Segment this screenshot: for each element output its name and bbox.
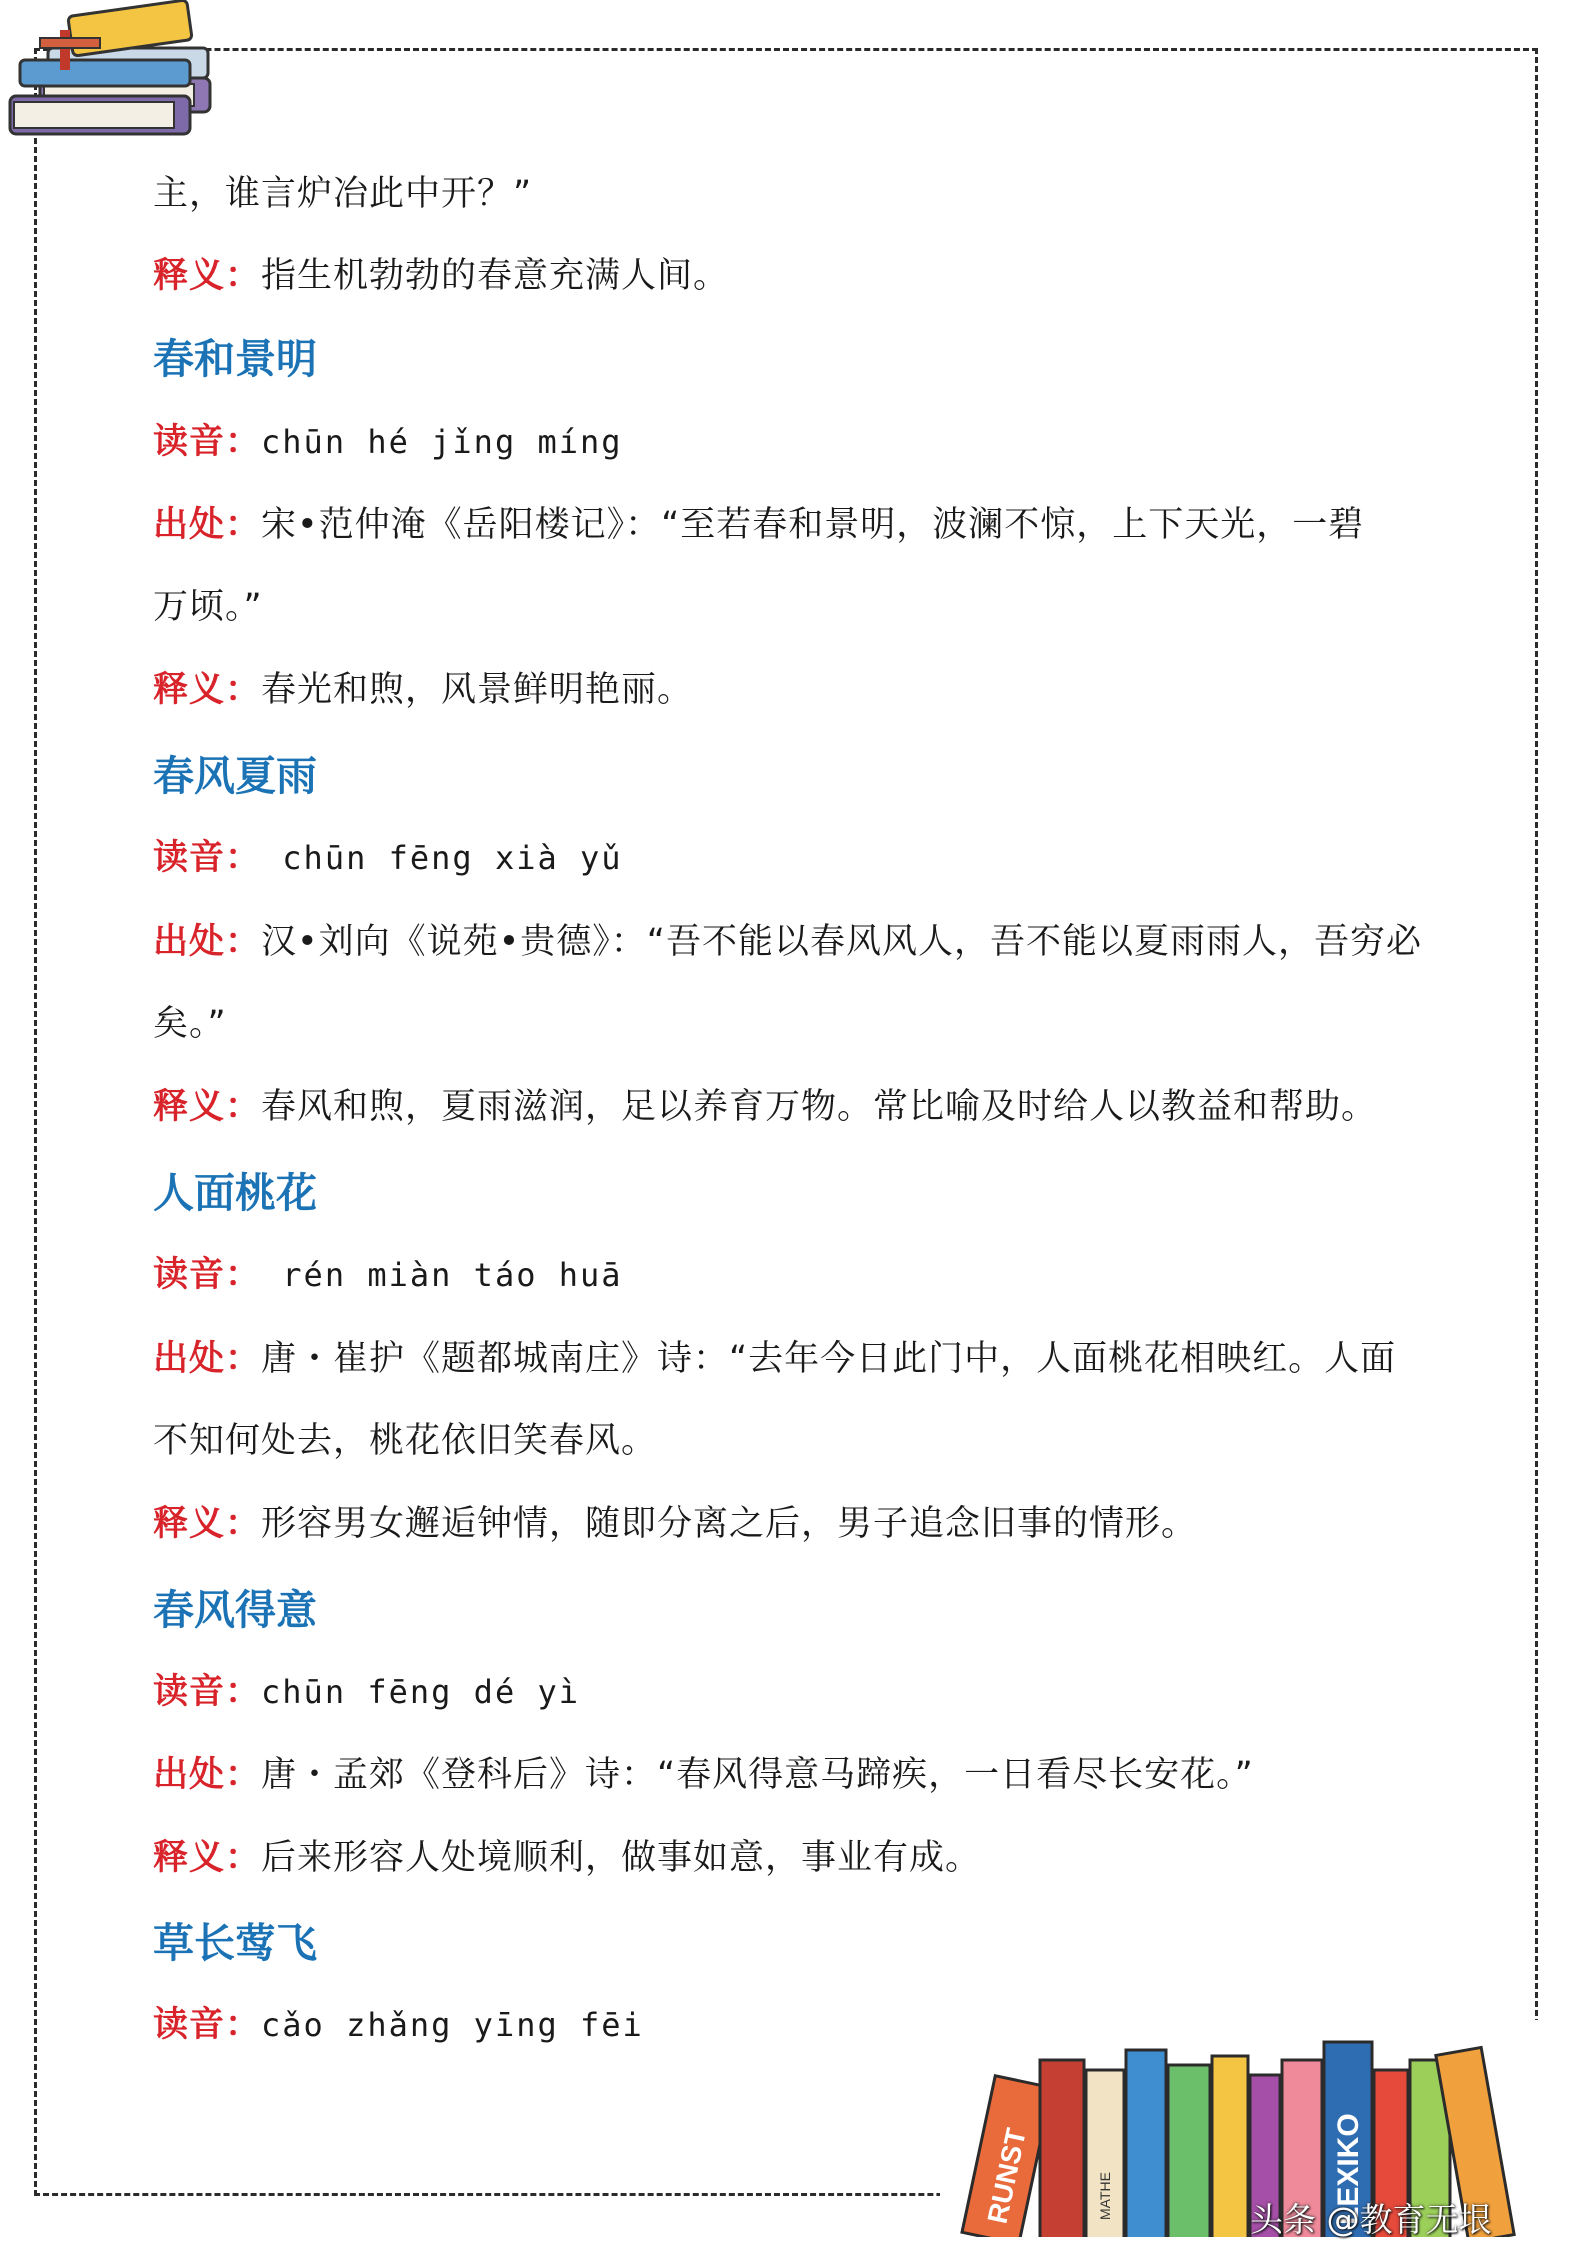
source-text-continued: 万顷。” (153, 587, 263, 627)
meaning-label: 释义： (153, 256, 262, 296)
pronunciation-label: 读音： (153, 422, 262, 462)
watermark: 头条 @教育无垠 (1250, 2200, 1492, 2239)
book-spine-label: MATHE (1097, 2172, 1113, 2220)
meaning-row (153, 1085, 1377, 1129)
source-text: 宋•范仲淹《岳阳楼记》：“至若春和景明，波澜不惊，上下天光，一碧 (261, 505, 1365, 545)
pronunciation-row (153, 1253, 623, 1297)
source-row (153, 920, 1422, 964)
entry-title: 春风夏雨 (153, 752, 317, 800)
book-stack-icon (0, 0, 230, 150)
pronunciation-row (153, 836, 623, 880)
meaning-text: 后来形容人处境顺利，做事如意，事业有成。 (261, 1838, 982, 1878)
source-row (153, 1337, 1396, 1381)
pronunciation-text: rén miàn táo huā (261, 1256, 623, 1294)
source-label: 出处： (153, 1755, 262, 1795)
meaning-label: 释义： (153, 1838, 262, 1878)
continued-source-text: 主，谁言炉冶此中开？” (153, 174, 533, 214)
source-label: 出处： (153, 922, 262, 962)
pronunciation-row (153, 1670, 580, 1714)
entry-title: 草长莺飞 (153, 1919, 317, 1967)
continued-meaning (153, 254, 729, 298)
meaning-row (153, 1502, 1197, 1546)
entry-title: 春和景明 (153, 335, 317, 383)
book-spine-label: RUNST (981, 2125, 1032, 2227)
source-label: 出处： (153, 505, 262, 545)
meaning-text: 春风和煦，夏雨滋润，足以养育万物。常比喻及时给人以教益和帮助。 (261, 1087, 1378, 1127)
pronunciation-label: 读音： (153, 1672, 262, 1712)
source-text: 唐・崔护《题都城南庄》诗：“去年今日此门中，人面桃花相映红。人面 (261, 1339, 1397, 1379)
source-text-continued: 矣。” (153, 1004, 227, 1044)
pronunciation-row (153, 420, 623, 464)
pronunciation-label: 读音： (153, 1255, 262, 1295)
meaning-row (153, 1836, 981, 1880)
source-label: 出处： (153, 1339, 262, 1379)
meaning-label: 释义： (153, 670, 262, 710)
pronunciation-text: chūn hé jǐng míng (261, 423, 623, 461)
meaning-label: 释义： (153, 1087, 262, 1127)
meaning-row (153, 668, 693, 712)
pronunciation-text: chūn fēng xià yǔ (261, 839, 623, 877)
pronunciation-text: cǎo zhǎng yīng fēi (261, 2006, 644, 2044)
pronunciation-label: 读音： (153, 2005, 262, 2045)
pronunciation-row (153, 2003, 644, 2047)
meaning-label: 释义： (153, 1504, 262, 1544)
meaning-text: 形容男女邂逅钟情，随即分离之后，男子追念旧事的情形。 (261, 1504, 1198, 1544)
meaning-text: 指生机勃勃的春意充满人间。 (261, 256, 730, 296)
entry-title: 人面桃花 (153, 1169, 317, 1217)
pronunciation-text: chūn fēng dé yì (261, 1673, 580, 1711)
source-text-continued: 不知何处去，桃花依旧笑春风。 (153, 1421, 658, 1461)
source-row (153, 503, 1364, 547)
pronunciation-label: 读音： (153, 838, 262, 878)
source-text: 汉•刘向《说苑•贵德》：“吾不能以春风风人，吾不能以夏雨雨人，吾穷必 (261, 922, 1422, 962)
book-spine-label: LEXIKO (1332, 2113, 1365, 2225)
entry-title: 春风得意 (153, 1586, 317, 1634)
source-row (153, 1753, 1254, 1797)
source-text: 唐・孟郊《登科后》诗：“春风得意马蹄疾，一日看尽长安花。” (261, 1755, 1254, 1795)
meaning-text: 春光和煦，风景鲜明艳丽。 (261, 670, 694, 710)
